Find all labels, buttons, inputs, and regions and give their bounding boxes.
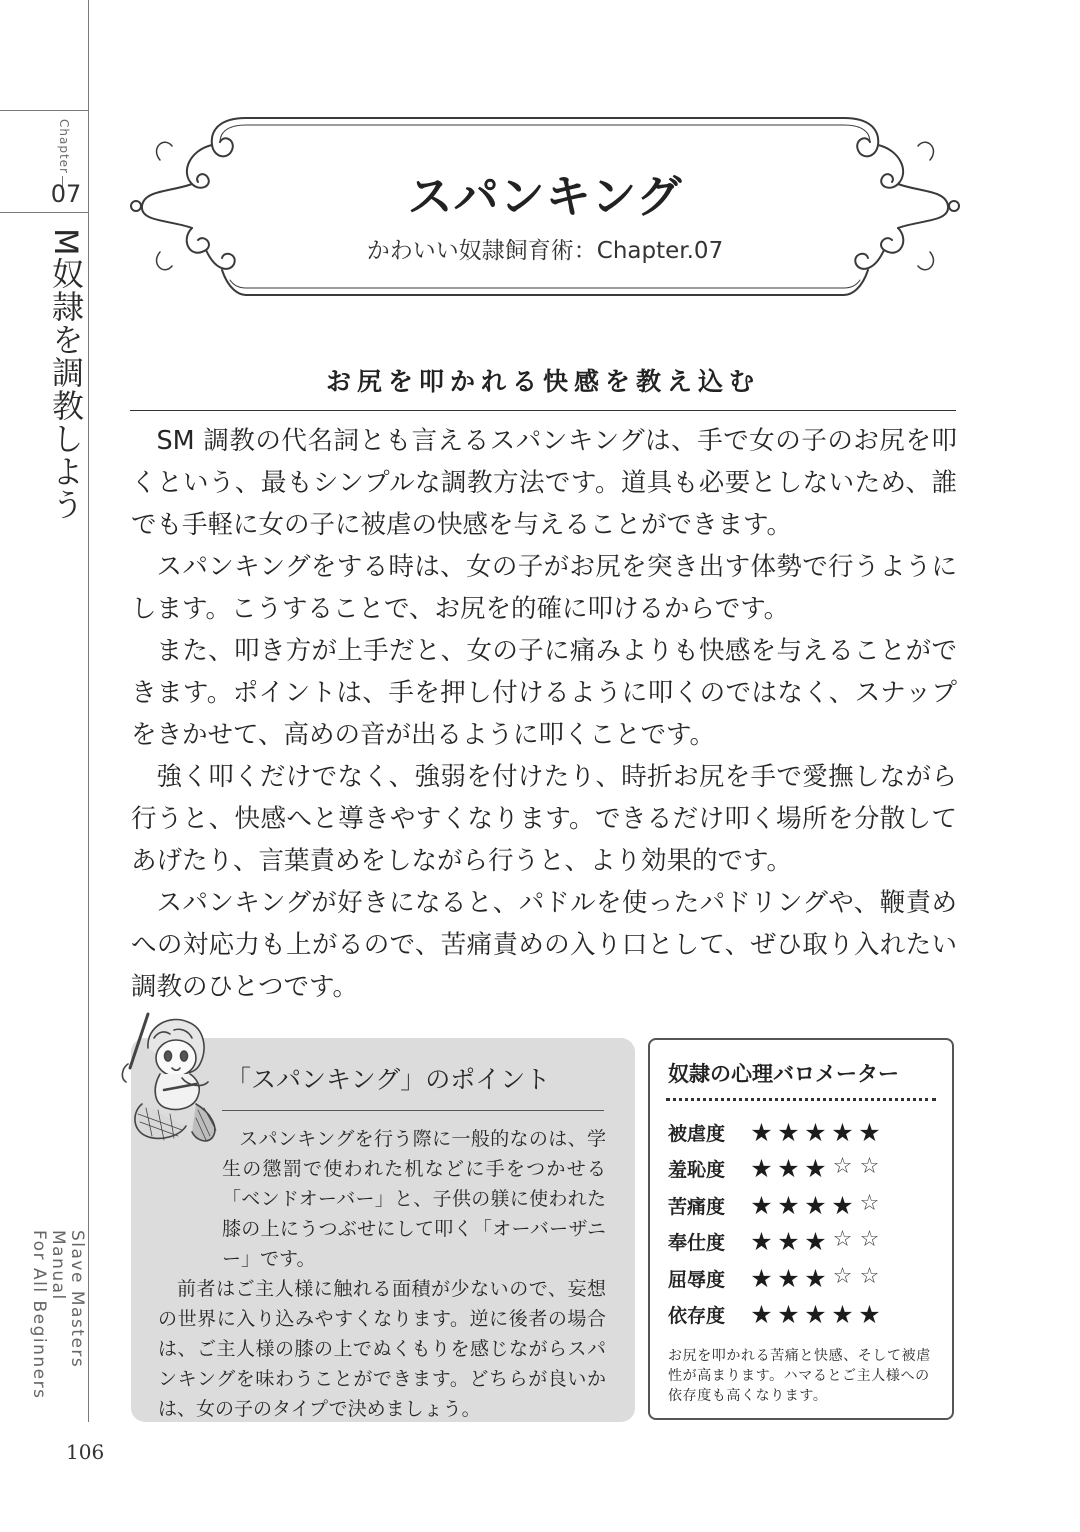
page-title: スパンキング bbox=[407, 170, 683, 223]
star-filled-icon: ★ bbox=[750, 1190, 773, 1220]
star-empty-icon: ☆ bbox=[832, 1227, 853, 1253]
barometer-row bbox=[668, 1224, 948, 1261]
star-empty-icon: ☆ bbox=[832, 1263, 853, 1289]
star-filled-icon: ★ bbox=[804, 1117, 827, 1147]
star-filled-icon: ★ bbox=[750, 1227, 773, 1257]
point-box-divider bbox=[222, 1110, 604, 1111]
barometer-label: 苦痛度 bbox=[668, 1195, 726, 1218]
barometer-row bbox=[668, 1297, 948, 1334]
chapter-title: M奴隷を調教しよう bbox=[47, 228, 85, 521]
star-filled-icon: ★ bbox=[777, 1300, 800, 1330]
star-rating bbox=[748, 1117, 883, 1147]
book-english-line-1: Slave Masters Manual bbox=[48, 1230, 87, 1369]
star-empty-icon: ☆ bbox=[832, 1154, 853, 1180]
point-box-title: 「スパンキング」のポイント bbox=[226, 1065, 551, 1094]
star-filled-icon: ★ bbox=[750, 1300, 773, 1330]
star-empty-icon: ☆ bbox=[859, 1263, 880, 1289]
point-paragraph: スパンキングを行う際に一般的なのは、学生の懲罰で使われた机などに手をつかせる「ベンドオーバー」と、子供の躾に使われた膝の上にうつぶせにして叩く「オーバーザニー」です。 bbox=[222, 1128, 606, 1270]
star-rating bbox=[748, 1263, 883, 1293]
body-paragraph: また、叩き方が上手だと、女の子に痛みよりも快感を与えることができます。ポイントは、手を押し付けるように叩くのではなく、スナップをきかせて、高めの音が出るように叩くことです。 bbox=[131, 636, 957, 750]
page-subtitle: かわいい奴隷飼育術：Chapter.07 bbox=[366, 238, 724, 264]
star-rating bbox=[748, 1190, 883, 1220]
barometer-dotted-divider bbox=[666, 1098, 936, 1101]
star-rating bbox=[748, 1227, 883, 1257]
barometer-list bbox=[668, 1114, 948, 1333]
star-empty-icon: ☆ bbox=[859, 1227, 880, 1253]
section-divider bbox=[130, 410, 956, 411]
barometer-note: お尻を叩かれる苦痛と快感、そして被虐性が高まります。ハマるとご主人様への依存度も高くなります。 bbox=[668, 1348, 931, 1404]
barometer-row bbox=[668, 1260, 948, 1297]
star-filled-icon: ★ bbox=[831, 1300, 854, 1330]
star-filled-icon: ★ bbox=[777, 1227, 800, 1257]
barometer-label: 奉仕度 bbox=[668, 1232, 726, 1255]
star-filled-icon: ★ bbox=[804, 1300, 827, 1330]
star-rating bbox=[748, 1300, 883, 1330]
body-paragraph: スパンキングをする時は、女の子がお尻を突き出す体勢で行うようにします。こうすることで、お尻を的確に叩けるからです。 bbox=[131, 552, 957, 624]
barometer-row bbox=[668, 1114, 948, 1151]
star-filled-icon: ★ bbox=[777, 1154, 800, 1184]
sidebar-bottom-line bbox=[0, 212, 89, 213]
star-filled-icon: ★ bbox=[804, 1190, 827, 1220]
star-filled-icon: ★ bbox=[804, 1227, 827, 1257]
barometer-label: 羞恥度 bbox=[668, 1159, 726, 1182]
barometer-title: 奴隷の心理バロメーター bbox=[668, 1062, 899, 1086]
sidebar-rule bbox=[88, 0, 89, 1422]
star-filled-icon: ★ bbox=[804, 1263, 827, 1293]
body-paragraph: スパンキングが好きになると、パドルを使ったパドリングや、鞭責めへの対応力も上がるので、苦痛責めの入り口として、ぜひ取り入れたい調教のひとつです。 bbox=[131, 888, 957, 1002]
barometer-label: 被虐度 bbox=[668, 1122, 726, 1145]
star-filled-icon: ★ bbox=[804, 1154, 827, 1184]
body-paragraph: 強く叩くだけでなく、強弱を付けたり、時折お尻を手で愛撫しながら行うと、快感へと導きやすくなります。できるだけ叩く場所を分散してあげたり、言葉責めをしながら行うと、より効果的です。 bbox=[131, 762, 957, 876]
star-filled-icon: ★ bbox=[831, 1117, 854, 1147]
star-empty-icon: ☆ bbox=[859, 1154, 880, 1180]
star-filled-icon: ★ bbox=[750, 1117, 773, 1147]
chapter-label: Chapter bbox=[57, 118, 71, 174]
chapter-number: 07 bbox=[50, 180, 82, 208]
page-number: 106 bbox=[66, 1440, 105, 1464]
point-paragraph: 前者はご主人様に触れる面積が少ないので、妄想の世界に入り込みやすくなります。逆に後者の場合は、ご主人様の膝の上でぬくもりを感じながらスパンキングを味わうことができます。どちらが良いかは、女の子のタイプで決めましょう。 bbox=[158, 1278, 606, 1420]
star-filled-icon: ★ bbox=[777, 1190, 800, 1220]
book-english-title bbox=[29, 1230, 87, 1420]
star-filled-icon: ★ bbox=[858, 1117, 881, 1147]
star-empty-icon: ☆ bbox=[859, 1190, 880, 1216]
star-filled-icon: ★ bbox=[750, 1263, 773, 1293]
star-filled-icon: ★ bbox=[858, 1300, 881, 1330]
star-rating bbox=[748, 1154, 883, 1184]
star-filled-icon: ★ bbox=[777, 1263, 800, 1293]
section-heading: お尻を叩かれる快感を教え込む bbox=[325, 367, 760, 396]
barometer-label: 屈辱度 bbox=[668, 1268, 726, 1291]
barometer-row bbox=[668, 1187, 948, 1224]
barometer-label: 依存度 bbox=[668, 1305, 726, 1328]
book-english-line-2: For All Beginners bbox=[29, 1230, 49, 1400]
sidebar-top-line bbox=[0, 110, 89, 111]
barometer-row bbox=[668, 1151, 948, 1188]
body-text bbox=[131, 420, 957, 1008]
star-filled-icon: ★ bbox=[831, 1190, 854, 1220]
star-filled-icon: ★ bbox=[750, 1154, 773, 1184]
body-paragraph: SM 調教の代名詞とも言えるスパンキングは、手で女の子のお尻を叩くという、最もシンプルな調教方法です。道具も必要としないため、誰でも手軽に女の子に被虐の快感を与えることができます。 bbox=[131, 426, 957, 540]
point-box-body bbox=[158, 1124, 606, 1424]
star-filled-icon: ★ bbox=[777, 1117, 800, 1147]
